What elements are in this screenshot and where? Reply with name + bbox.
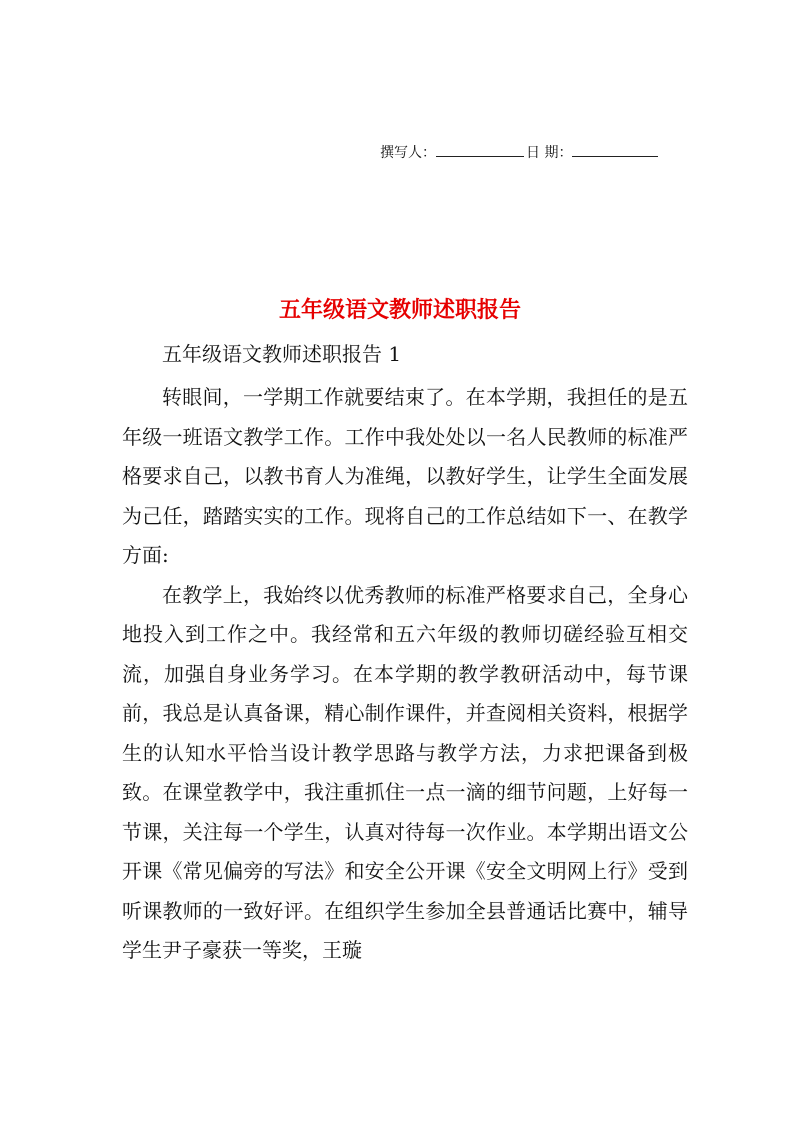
paragraph: 在教学上，我始终以优秀教师的标准严格要求自己，全身心地投入到工作之中。我经常和五六年级的教师切磋经验互相交流，加强自身业务学习。在本学期的教学教研活动中，每节课前，我总是认真备课，精心制作课件，并查阅相关资料，根据学生的认知水平恰当设计教学思路与教学方法，力求把课备到极致。在课堂教学中，我注重抓住一点一滴的细节问题，上好每一节课，关注每一个学生，认真对待每一次作业。本学期出语文公开课《常见偏旁的写法》和安全公开课《安全文明网上行》受到听课教师的一致好评。在组织学生参加全县普通话比赛中，辅导学生尹子豪获一等奖，王璇	[122, 582, 688, 962]
document-subtitle: 五年级语文教师述职报告 1	[162, 342, 402, 366]
author-blank	[436, 140, 524, 157]
paragraph: 转眼间，一学期工作就要结束了。在本学期，我担任的是五年级一班语文教学工作。工作中我处处以一名人民教师的标准严格要求自己，以教书育人为准绳，以教好学生，让学生全面发展为己任，踏踏实实的工作。现将自己的工作总结如下一、在教学方面:	[122, 385, 688, 567]
date-label: 日 期：	[526, 145, 573, 161]
date-blank	[572, 140, 658, 157]
document-title: 五年级语文教师述职报告	[278, 297, 521, 323]
author-date-line	[380, 140, 680, 164]
document-body	[122, 378, 688, 971]
author-label: 撰写人：	[380, 145, 436, 161]
